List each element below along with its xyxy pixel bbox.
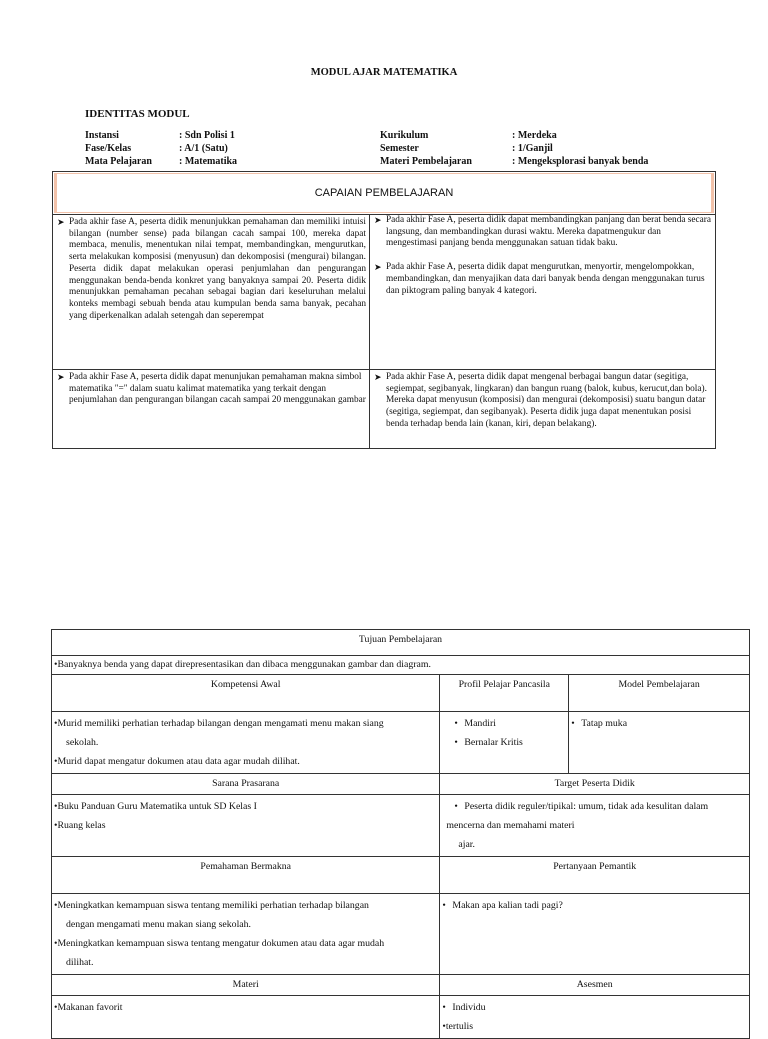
identitas-heading: IDENTITAS MODUL bbox=[85, 108, 190, 120]
model-pembelajaran-heading: Model Pembelajaran bbox=[569, 675, 750, 712]
identitas-value-mapel: : Matematika bbox=[179, 156, 238, 167]
tujuan-pembelajaran-table bbox=[51, 629, 750, 1039]
identitas-label-mapel: Mata Pelajaran bbox=[85, 156, 152, 167]
arrow-bullet-icon: ➤ bbox=[374, 215, 382, 225]
bullet-icon: • bbox=[54, 718, 58, 729]
identitas-label-fase: Fase/Kelas bbox=[85, 143, 132, 154]
bullet-icon: • bbox=[54, 659, 58, 670]
bullet-icon: • bbox=[454, 737, 458, 748]
materi-cell: •Makanan favorit bbox=[52, 996, 440, 1039]
identitas-value-kurikulum: : Merdeka bbox=[512, 130, 557, 141]
materi-heading: Materi bbox=[52, 975, 440, 996]
bullet-icon: • bbox=[54, 900, 58, 911]
kompetensi-awal-heading: Kompetensi Awal bbox=[52, 675, 440, 712]
page-title: MODUL AJAR MATEMATIKA bbox=[310, 67, 458, 78]
bullet-icon: • bbox=[54, 801, 58, 812]
sarana-prasarana-cell: •Buku Panduan Guru Matematika untuk SD Kelas I •Ruang kelas bbox=[52, 795, 440, 857]
pemahaman-bermakna-heading: Pemahaman Bermakna bbox=[52, 857, 440, 894]
identitas-value-semester: : 1/Ganjil bbox=[512, 143, 553, 154]
bullet-icon: • bbox=[442, 900, 446, 911]
asesmen-cell: • Individu •tertulis bbox=[440, 996, 750, 1039]
model-pembelajaran-cell: • Tatap muka bbox=[569, 712, 750, 774]
target-peserta-cell: • Peserta didik reguler/tipikal: umum, tidak ada kesulitan dalam mencerna dan memahami materi ajar. bbox=[440, 795, 750, 857]
identitas-value-instansi: : Sdn Polisi 1 bbox=[179, 130, 235, 141]
capaian-cell-simbol: ➤ Pada akhir Fase A, peserta didik dapat menunjukan pemahaman makna simbol matematika "=" dalam suatu kalimat matematika yang terkait dengan penjumlahan dan pengurangan bilangan cacah sampai 20 menggunakan gambar bbox=[53, 369, 369, 448]
capaian-cell-geometri: ➤ Pada akhir Fase A, peserta didik dapat mengenal berbagai bangun datar (segitiga, segiempat, segibanyak, lingkaran) dan bangun ruang (balok, kubus, kerucut,dan bola). Mereka dapat menyusun (komposisi) dan mengurai (dekomposisi) suatu bangun datar (segitiga, segiempat, dan segibanyak). Peserta didik juga dapat menentukan posisi benda terhadap benda lain (kanan, kiri, depan belakang). bbox=[369, 369, 715, 448]
bullet-icon: • bbox=[442, 1002, 446, 1013]
arrow-bullet-icon: ➤ bbox=[374, 262, 382, 273]
sarana-prasarana-heading: Sarana Prasarana bbox=[52, 774, 440, 795]
capaian-cell-bilangan: ➤ Pada akhir fase A, peserta didik menunjukkan pemahaman dan memiliki intuisi bilangan (number sense) pada bilangan cacah sampai 100, mereka dapat membaca, menulis, menentukan nilai tempat, membandingkan, mengurutkan, serta melakukan komposisi (menyusun) dan dekomposisi (mengurai) bilangan. Peserta didik dapat melakukan operasi penjumlahan dan pengurangan menggunakan benda-benda konkret yang banyaknya sampai 20. Peserta didik menunjukkan pemahaman pecahan sebagai bagian dari keseluruhan melalui konteks membagi sebuah benda atau kumpulan benda sama banyak, pecahan yang diperkenalkan adalah setengah dan seperempat bbox=[57, 217, 366, 321]
bullet-icon: • bbox=[454, 801, 458, 812]
profil-pelajar-cell: • Mandiri • Bernalar Kritis bbox=[440, 712, 569, 774]
identitas-label-materi: Materi Pembelajaran bbox=[380, 156, 472, 167]
bullet-icon: • bbox=[571, 718, 575, 729]
pemahaman-bermakna-cell: •Meningkatkan kemampuan siswa tentang memiliki perhatian terhadap bilangan dengan mengamati menu makan siang sekolah. •Meningkatkan kemampuan siswa tentang mengatur dokumen atau data agar mudah dilihat. bbox=[52, 894, 440, 975]
capaian-heading: CAPAIAN PEMBELAJARAN bbox=[54, 173, 714, 213]
tujuan-heading: Tujuan Pembelajaran bbox=[52, 630, 750, 656]
pertanyaan-pemantik-heading: Pertanyaan Pemantik bbox=[440, 857, 750, 894]
arrow-bullet-icon: ➤ bbox=[57, 217, 65, 227]
target-peserta-heading: Target Peserta Didik bbox=[440, 774, 750, 795]
kompetensi-awal-cell: •Murid memiliki perhatian terhadap bilangan dengan mengamati menu makan siang sekolah. •Murid dapat mengatur dokumen atau data agar mudah dilihat. bbox=[52, 712, 440, 774]
asesmen-heading: Asesmen bbox=[440, 975, 750, 996]
bullet-icon: • bbox=[54, 1002, 58, 1013]
bullet-icon: • bbox=[454, 718, 458, 729]
identitas-value-materi: : Mengeksplorasi banyak benda bbox=[512, 156, 649, 167]
identitas-label-semester: Semester bbox=[380, 143, 419, 154]
arrow-bullet-icon: ➤ bbox=[374, 372, 382, 382]
bullet-icon: • bbox=[54, 820, 58, 831]
bullet-icon: • bbox=[442, 1021, 446, 1032]
pertanyaan-pemantik-cell: • Makan apa kalian tadi pagi? bbox=[440, 894, 750, 975]
capaian-cell-pengukuran: ➤ Pada akhir Fase A, peserta didik dapat membandingkan panjang dan berat benda secara langsung, dan membandingkan durasi waktu. Mereka dapatmengukur dan mengestimasi panjang benda menggunakan satuan tidak baku. ➤ Pada akhir Fase A, peserta didik dapat mengurutkan, menyortir, mengelompokkan, membandingkan, dan menyajikan data dari banyak benda dengan menggunakan turus dan piktogram paling banyak 4 kategori. bbox=[369, 215, 715, 369]
identitas-value-fase: : A/1 (Satu) bbox=[179, 143, 228, 154]
capaian-table bbox=[52, 171, 716, 449]
profil-pelajar-heading: Profil Pelajar Pancasila bbox=[440, 675, 569, 712]
identitas-label-instansi: Instansi bbox=[85, 130, 119, 141]
arrow-bullet-icon: ➤ bbox=[57, 372, 65, 382]
tujuan-item: •Banyaknya benda yang dapat direpresentasikan dan dibaca menggunakan gambar dan diagram. bbox=[52, 656, 750, 675]
bullet-icon: • bbox=[54, 756, 58, 767]
bullet-icon: • bbox=[54, 938, 58, 949]
identitas-label-kurikulum: Kurikulum bbox=[380, 130, 429, 141]
